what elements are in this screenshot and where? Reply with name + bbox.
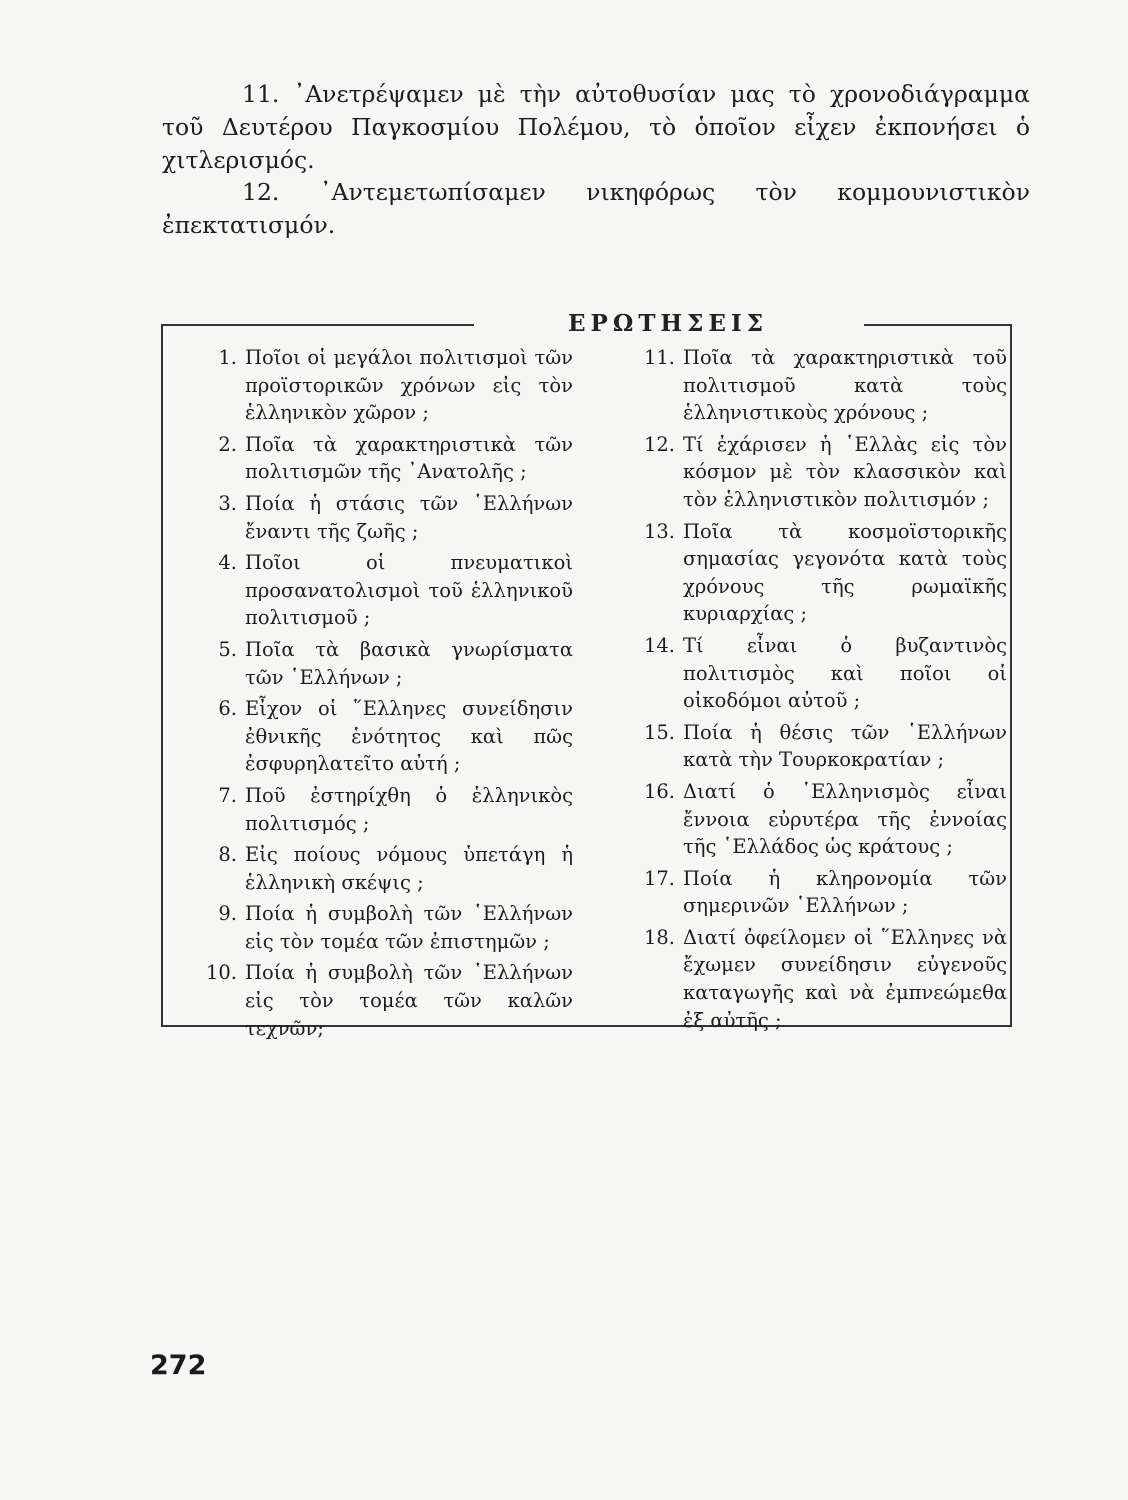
box-top-rule-right [864,324,1012,326]
question-item [177,841,573,896]
question-number: 10. [205,961,237,985]
question-item [615,719,1007,774]
question-number: 12. [643,432,675,456]
intro-paragraph-text: 12. ᾿Αντεμετωπίσαμεν νικηφόρως τὸν κομμουνιστικὸν ἐπεκτατισμόν. [162,178,1030,239]
question-number: 9. [218,902,237,926]
question-text: Ποῖα τὰ βασικὰ γνωρίσματα τῶν ῾Ελλήνων ; [245,637,573,689]
question-item [177,490,573,545]
question-number: 17. [643,866,675,890]
question-text: Ποία ἡ κληρονομία τῶν σημερινῶν ῾Ελλήνων ; [683,866,1007,918]
question-text: Ποῖοι οἱ πνευματικοὶ προσανατολισμοὶ τοῦ ἑλληνικοῦ πολιτισμοῦ ; [245,551,573,630]
question-item [615,518,1007,628]
question-text: Διατί ὀφείλομεν οἱ ῞Ελληνες νὰ ἔχωμεν συνείδησιν εὐγενοῦς καταγωγῆς καὶ νὰ ἐμπνεώμεθα ἐξ αὐτῆς ; [683,925,1007,1032]
question-item [615,924,1007,1034]
intro-paragraph-12 [162,176,1030,242]
question-text: Τί ἐχάρισεν ἡ ῾Ελλὰς εἰς τὸν κόσμον μὲ τὸν κλασσικὸν καὶ τὸν ἑλληνιστικὸν πολιτισμόν ; [683,432,1007,511]
question-text: Ποία ἡ στάσις τῶν ῾Ελλήνων ἔναντι τῆς ζωῆς ; [245,491,573,543]
question-text: Ποῖα τὰ χαρακτηριστικὰ τοῦ πολιτισμοῦ κατὰ τοὺς ἑλληνιστικοὺς χρόνους ; [683,346,1007,425]
question-number: 1. [218,346,237,369]
question-text: Τί εἶναι ὁ βυζαντινὸς πολιτισμὸς καὶ ποῖοι οἱ οἰκοδόμοι αὐτοῦ ; [683,633,1007,713]
question-text: Ποῖα τὰ κοσμοϊστορικῆς σημασίας γεγονότα κατὰ τοὺς χρόνους τῆς ρωμαϊκῆς κυριαρχίας ; [683,519,1007,626]
questions-column-left [177,344,573,1042]
question-item [177,959,573,1042]
question-item [177,344,573,427]
question-text: Ποῖα τὰ χαρακτηριστικὰ τῶν πολιτισμῶν τῆς ᾿Ανατολῆς ; [245,432,573,484]
question-item [615,865,1007,920]
question-item [615,632,1007,715]
question-number: 14. [643,633,675,657]
question-number: 16. [643,779,675,803]
question-text: Ποῦ ἐστηρίχθη ὁ ἑλληνικὸς πολιτισμός ; [245,783,573,835]
box-top-rule-left [161,324,474,326]
question-number: 3. [218,491,237,515]
question-text: Ποία ἡ συμβολὴ τῶν ῾Ελλήνων εἰς τὸν τομέα τῶν καλῶν τεχνῶν; [245,961,573,1040]
question-item [615,778,1007,861]
intro-paragraph-text: 11. ᾿Ανετρέψαμεν μὲ τὴν αὐτοθυσίαν μας τὸ χρονοδιάγραμμα τοῦ Δευτέρου Παγκοσμίου Πολέμου, τὸ ὁποῖον εἶχεν ἐκπονήσει ὁ χιτλερισμός. [162,80,1030,174]
question-item [177,695,573,778]
question-text: Διατί ὁ ῾Ελληνισμὸς εἶναι ἔννοια εὐρυτέρα τῆς ἐννοίας τῆς ῾Ελλάδος ὡς κράτους ; [683,779,1007,859]
question-number: 5. [218,637,237,661]
questions-box [161,310,1012,1040]
question-item [177,549,573,632]
questions-title: ΕΡΩΤΗΣΕΙΣ [568,310,768,337]
question-text: Εἶχον οἱ ῞Ελληνες συνείδησιν ἐθνικῆς ἑνότητος καὶ πῶς ἐσφυρηλατεῖτο αὐτή ; [245,697,573,776]
question-number: 18. [643,925,675,949]
question-item [177,431,573,486]
question-text: Ποία ἡ θέσις τῶν ῾Ελλήνων κατὰ τὴν Τουρκοκρατίαν ; [683,720,1007,772]
intro-paragraph-11 [162,78,1030,177]
question-number: 4. [218,551,237,575]
question-item [615,431,1007,514]
question-number: 6. [218,697,237,721]
question-text: Εἰς ποίους νόμους ὑπετάγη ἡ ἑλληνικὴ σκέψις ; [245,843,573,894]
question-number: 13. [643,519,675,543]
question-item [177,900,573,955]
question-text: Ποία ἡ συμβολὴ τῶν ῾Ελλήνων εἰς τὸν τομέα τῶν ἐπιστημῶν ; [245,902,573,953]
question-number: 11. [643,346,675,369]
questions-column-right [615,344,1007,1034]
question-number: 2. [218,432,237,456]
question-number: 15. [643,720,675,744]
page-number: 272 [150,1350,207,1381]
question-number: 7. [218,783,237,807]
question-number: 8. [218,843,237,867]
question-item [177,636,573,691]
question-item [615,344,1007,427]
question-text: Ποῖοι οἱ μεγάλοι πολιτισμοὶ τῶν προϊστορικῶν χρόνων εἰς τὸν ἑλληνικὸν χῶρον ; [245,346,573,425]
question-item [177,782,573,837]
